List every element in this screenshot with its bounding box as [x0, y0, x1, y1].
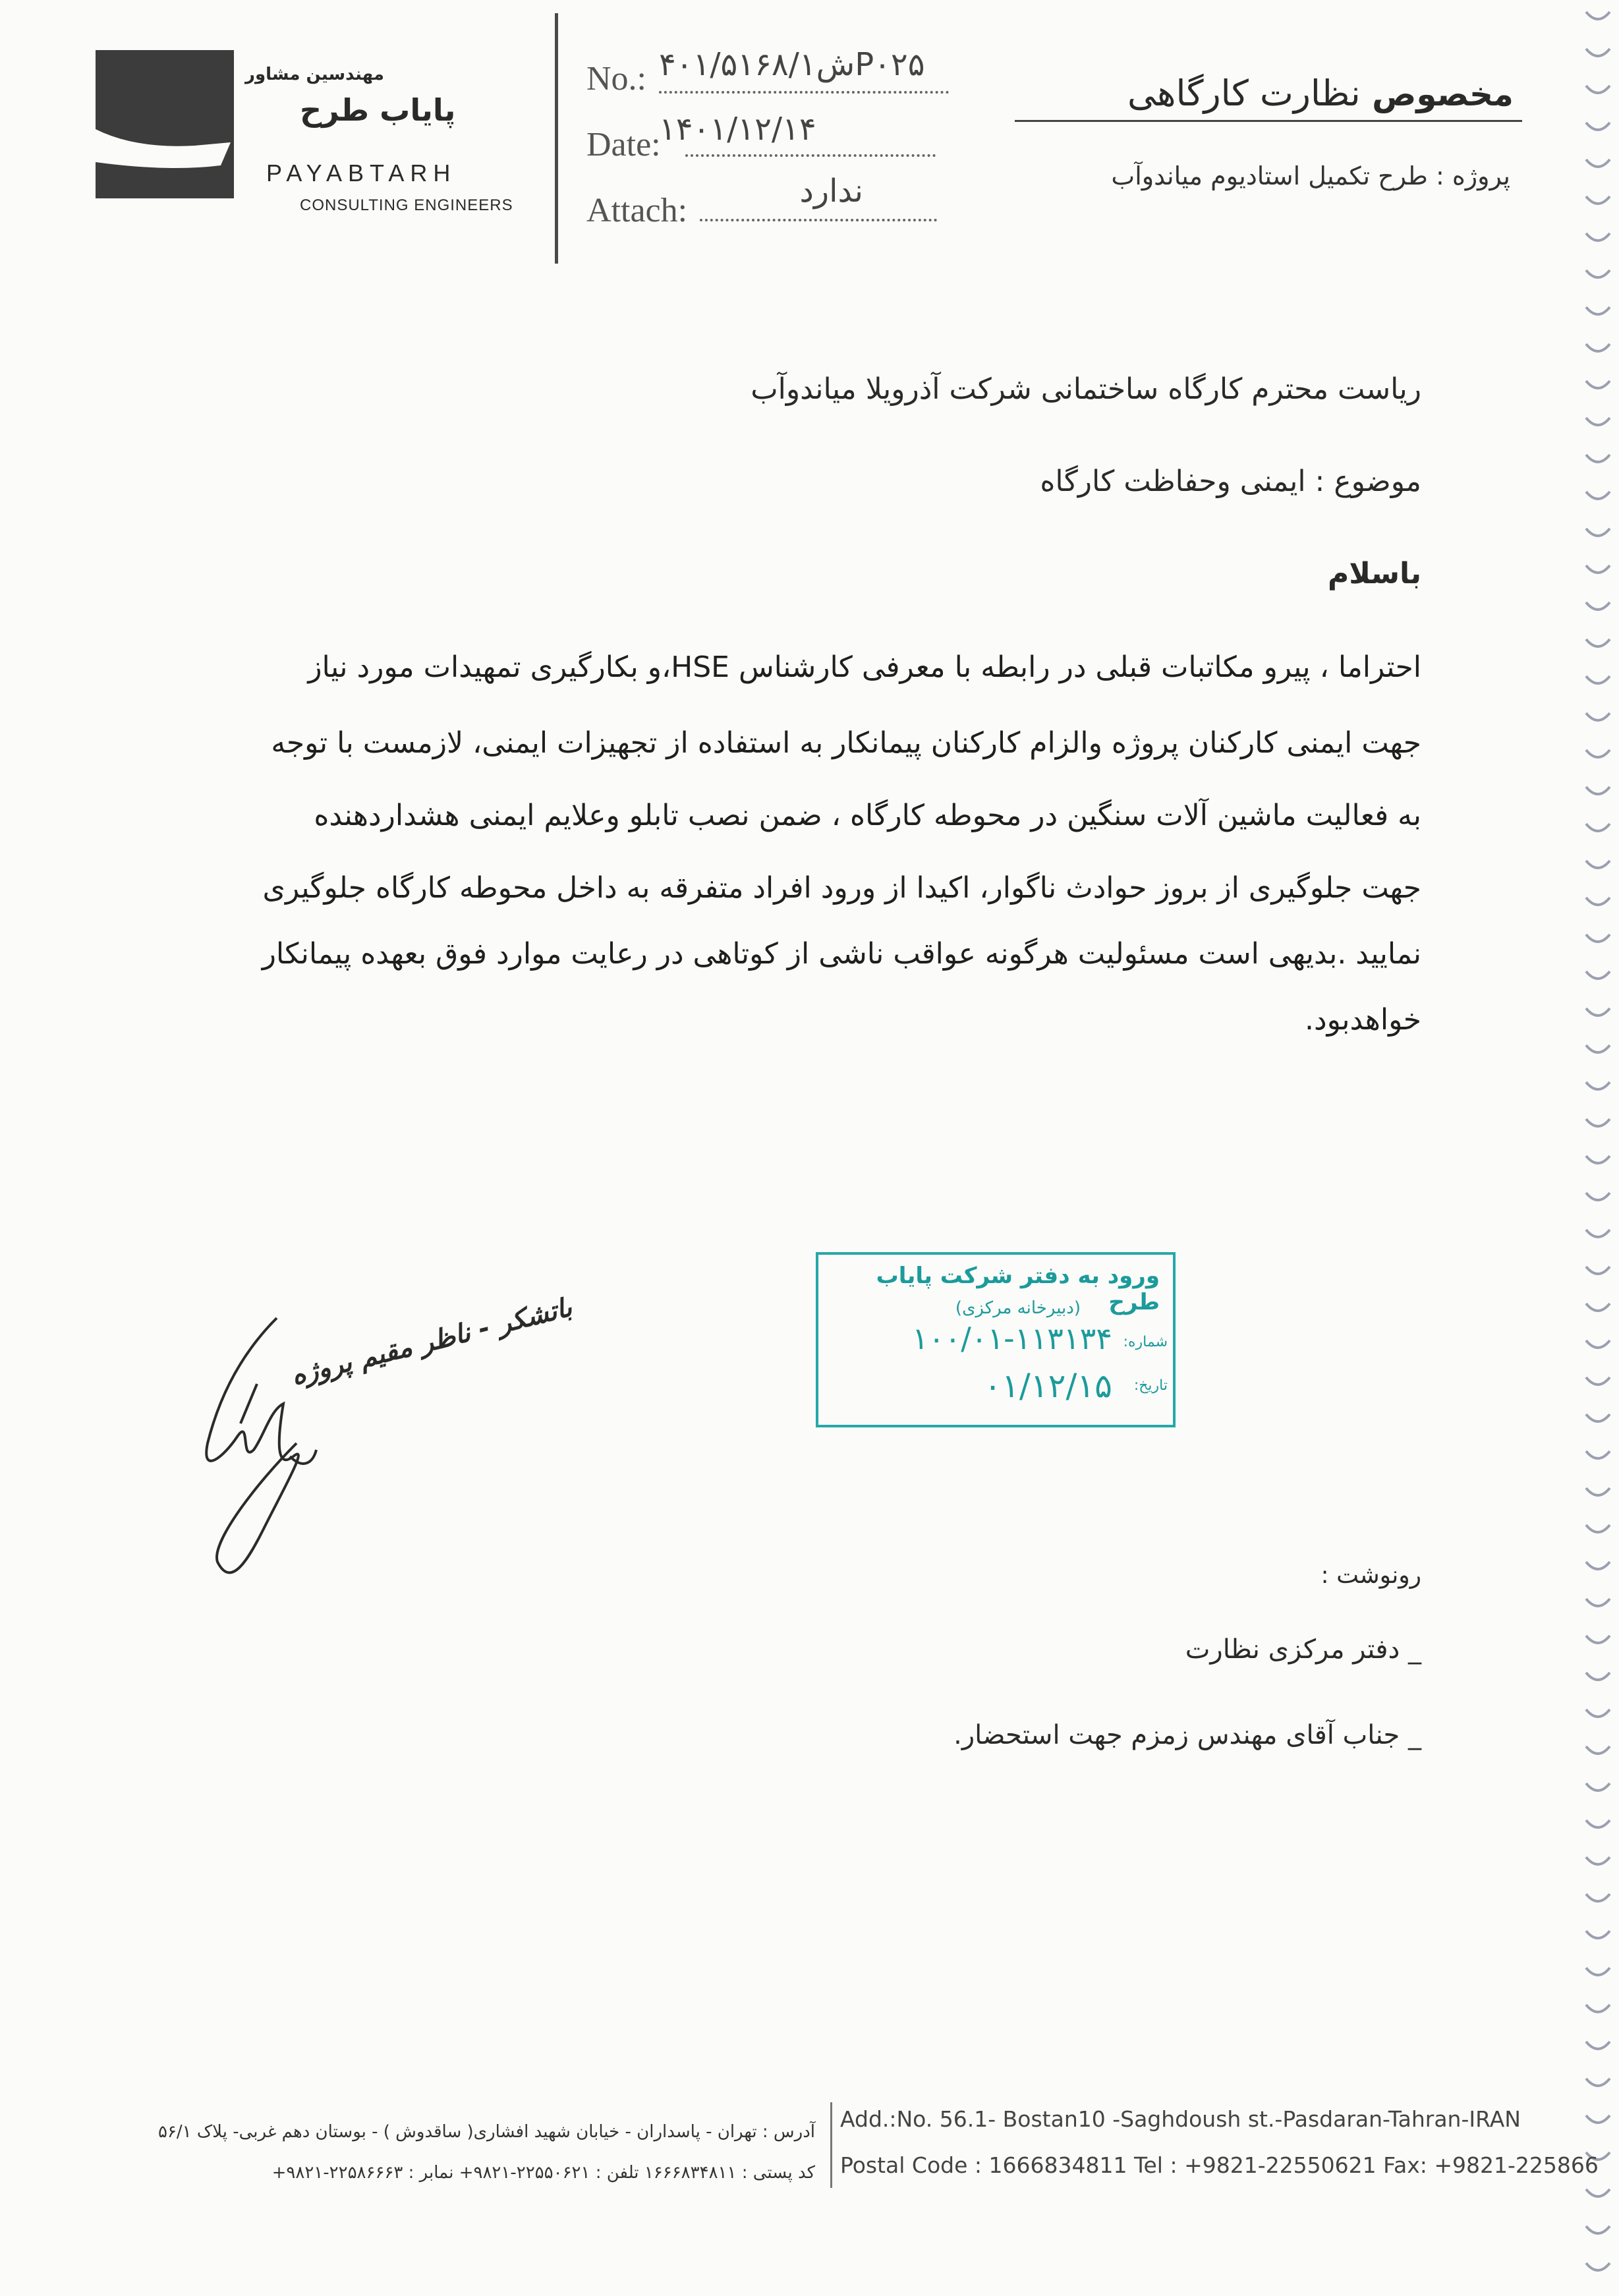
binding-ring	[1586, 787, 1610, 794]
binding-ring	[1586, 750, 1610, 757]
binding-ring	[1586, 1267, 1610, 1274]
binding-ring	[1586, 971, 1610, 979]
cc-item-1: _ دفتر مرکزی نظارت	[1185, 1634, 1421, 1665]
binding-ring	[1586, 529, 1610, 536]
binding-ring	[1586, 12, 1610, 19]
binding-ring	[1586, 1820, 1610, 1827]
binding-ring	[1586, 1119, 1610, 1126]
header-divider	[555, 13, 558, 264]
title-underline	[1015, 120, 1522, 122]
binding-ring	[1586, 381, 1610, 388]
binding-ring	[1586, 639, 1610, 646]
binding-ring	[1586, 1709, 1610, 1717]
binding-ring	[1586, 1599, 1610, 1606]
binding-ring	[1586, 2226, 1610, 2233]
binding-ring	[1586, 1414, 1610, 1421]
footer-fa-address: آدرس : تهران - پاسداران - خیابان شهید افشاری( ساقدوش ) - بوستان دهم غربی- پلاک ۵۶/۱	[157, 2122, 815, 2142]
binding-ring	[1586, 1451, 1610, 1458]
stamp-date-label: تاریخ:	[1133, 1377, 1168, 1394]
binding-ring	[1586, 1562, 1610, 1569]
date-dots	[685, 154, 936, 157]
binding-ring	[1586, 1008, 1610, 1016]
title-prefix: مخصوص	[1372, 75, 1514, 113]
binding-ring	[1586, 824, 1610, 831]
footer-divider	[830, 2102, 832, 2188]
stamp-number-value: ۱۰۰/۰۱-۱۱۳۱۳۴	[912, 1321, 1112, 1356]
binding-ring	[1586, 49, 1610, 56]
binding-ring	[1586, 1931, 1610, 1938]
binding-ring	[1586, 344, 1610, 351]
binding-ring	[1586, 1968, 1610, 1975]
recipient: ریاست محترم کارگاه ساختمانی شرکت آذرویلا میاندوآب	[751, 372, 1421, 406]
greeting: باسلام	[1328, 557, 1421, 590]
stamp-line-2: (دبیرخانه مرکزی)	[955, 1298, 1081, 1318]
letter-number: ش۴۰۱/۵۱۶۸/۱P۰۲۵	[659, 46, 925, 83]
binding-ring	[1586, 1673, 1610, 1680]
stamp-number-label: شماره:	[1123, 1334, 1168, 1350]
binding-ring	[1586, 565, 1610, 573]
footer-en-contact: Postal Code : 1666834811 Tel : +9821-22550621 Fax: +9821-225866	[840, 2152, 1599, 2178]
binding-ring	[1586, 1857, 1610, 1864]
binding-ring	[1586, 934, 1610, 942]
binding-ring	[1586, 1783, 1610, 1791]
binding-ring	[1586, 2115, 1610, 2123]
binding-ring	[1586, 455, 1610, 462]
binding-ring	[1586, 713, 1610, 720]
no-dots	[659, 91, 949, 94]
binding-ring	[1586, 1488, 1610, 1495]
body-line-5: نمایید .بدیهی است مسئولیت هرگونه عواقب ناشی از کوتاهی در رعایت موارد فوق بعهده پیمانکار	[262, 937, 1421, 971]
logo-fa-subtitle: مهندسین مشاور	[245, 65, 384, 84]
cc-label: رونوشت :	[1321, 1562, 1421, 1589]
document-title	[1127, 72, 1514, 114]
signature-note: باتشکر - ناظر مقیم پروژه	[288, 1292, 575, 1392]
binding-ring	[1586, 1894, 1610, 1901]
logo-mark	[96, 50, 234, 198]
body-line-6: خواهدبود.	[1304, 1003, 1421, 1037]
stamp-date-value: ۰۱/۱۲/۱۵	[984, 1367, 1112, 1405]
body-line-1: احتراما ، پیرو مکاتبات قبلی در رابطه با معرفی کارشناس HSE،و بکارگیری تمهیدات مورد نیاز	[308, 650, 1421, 684]
body-line-2: جهت ایمنی کارکنان پروژه والزام کارکنان پیمانکار به استفاده از تجهیزات ایمنی، لازمست با توجه	[271, 726, 1421, 760]
footer-en-address: Add.:No. 56.1- Bostan10 -Saghdoush st.-Pasdaran-Tahran-IRAN	[840, 2106, 1521, 2132]
binding-ring	[1586, 1377, 1610, 1385]
binding-ring	[1586, 492, 1610, 499]
cc-item-2: _ جناب آقای مهندس زمزم جهت استحضار.	[953, 1720, 1421, 1750]
date-label: Date:	[586, 126, 661, 163]
attach-value: ندارد	[799, 173, 863, 210]
body-line-3: به فعالیت ماشین آلات سنگین در محوطه کارگاه ، ضمن نصب تابلو وعلایم ایمنی هشداردهنده	[314, 799, 1421, 832]
binding-ring	[1586, 123, 1610, 130]
binding-ring	[1586, 1525, 1610, 1532]
title-main: نظارت کارگاهی	[1127, 72, 1361, 114]
binding-ring	[1586, 1636, 1610, 1643]
logo-en-name: PAYABTARH	[266, 159, 457, 187]
reception-stamp	[816, 1252, 1176, 1427]
binding-ring	[1586, 602, 1610, 610]
binding-ring	[1586, 2263, 1610, 2270]
subject: موضوع : ایمنی وحفاظت کارگاه	[1040, 465, 1421, 498]
binding-ring	[1586, 2042, 1610, 2049]
attach-label: Attach:	[586, 192, 688, 229]
binding-ring	[1586, 86, 1610, 93]
project-name: پروژه : طرح تکمیل استادیوم میاندوآب	[1111, 161, 1510, 190]
binding-ring	[1586, 418, 1610, 425]
binding-ring	[1586, 2189, 1610, 2196]
binding-ring	[1586, 1746, 1610, 1754]
footer-fa-contact: کد پستی : ۱۶۶۶۸۳۴۸۱۱ تلفن : ۲۲۵۵۰۶۲۱-۹۸۲۱+ نمابر : ۲۲۵۸۶۶۶۳-۹۸۲۱+	[271, 2163, 815, 2183]
binding-ring	[1586, 861, 1610, 868]
binding-ring	[1586, 1230, 1610, 1237]
handwritten-signature	[178, 1292, 349, 1595]
binding-ring	[1586, 898, 1610, 905]
body-line-4: جهت جلوگیری از بروز حوادث ناگوار، اکیدا از ورود افراد متفرقه به داخل محوطه کارگاه جلوگیری	[262, 871, 1421, 905]
binding-ring	[1586, 1045, 1610, 1052]
binding-ring	[1586, 159, 1610, 167]
logo-en-subtitle: CONSULTING ENGINEERS	[300, 196, 513, 214]
binding-ring	[1586, 1156, 1610, 1163]
binding-ring	[1586, 196, 1610, 204]
binding-ring	[1586, 2005, 1610, 2012]
attach-dots	[700, 219, 937, 221]
binding-ring	[1586, 233, 1610, 241]
no-label: No.:	[586, 60, 646, 98]
binding-ring	[1586, 1340, 1610, 1348]
logo-fa-name: پایاب طرح	[300, 92, 456, 128]
binding-ring	[1586, 676, 1610, 683]
binding-ring	[1586, 2079, 1610, 2086]
binding-ring	[1586, 1193, 1610, 1200]
spiral-binding	[1566, 0, 1619, 2296]
letter-date: ۱۴۰۱/۱۲/۱۴	[659, 111, 816, 148]
binding-ring	[1586, 307, 1610, 314]
stamp-line-1: ورود به دفتر شرکت پایاب طرح	[876, 1263, 1160, 1315]
binding-ring	[1586, 1304, 1610, 1311]
binding-ring	[1586, 1082, 1610, 1089]
binding-ring	[1586, 270, 1610, 277]
